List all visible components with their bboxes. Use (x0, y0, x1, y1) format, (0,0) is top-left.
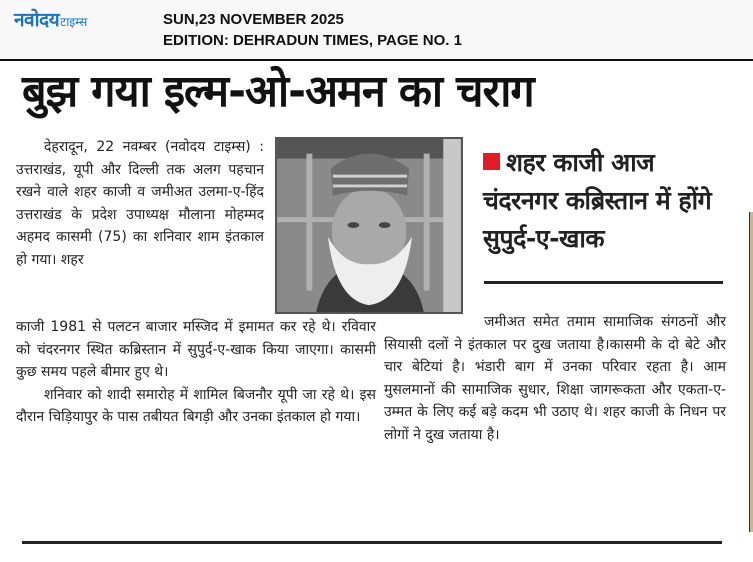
subheading-text: शहर काजी आज चंदरनगर कब्रिस्तान में होंगे सुपुर्द-ए-खाक (483, 148, 712, 253)
portrait-image (277, 139, 461, 312)
edition-info (163, 9, 462, 51)
red-square-bullet-icon (483, 153, 500, 170)
logo-main-text: नवोदय (14, 9, 60, 31)
article-subheading (483, 144, 733, 258)
article-body-right (384, 311, 726, 446)
adjacent-article-edge (749, 212, 753, 532)
article-body-intro: देहरादून, 22 नवम्बर (नवोदय टाइम्स) : उत्तराखंड, यूपी और दिल्ली तक अलग पहचान रखने वाले शहर काजी व जमीअत उलमा-ए-हिंद उत्तराखंड के प्रदेश उपाध्यक्ष मौलाना मोहम्मद अहमद कासमी (75) का शनिवार शाम इंतकाल हो गया। शहर (16, 139, 264, 268)
article-headline: बुझ गया इल्म-ओ-अमन का चराग (22, 66, 534, 117)
publication-date: SUN,23 NOVEMBER 2025 (163, 11, 344, 28)
next-article-cutoff (60, 553, 720, 562)
newspaper-logo[interactable] (14, 10, 87, 30)
paragraph: जमीअत समेत तमाम सामाजिक संगठनों और सियासी दलों ने इंतकाल पर दुख जताया है।कासमी के दो बेटे और चार बेटियां है। भंडारी बाग में उनका परिवार रहता है। आम मुसलमानों की सामाजिक सुधार, शिक्षा जागरूकता और एकता-ए-उम्मत के लिए कई बड़े कदम भी उठाए थे। शहर काजी के निधन पर लोगों ने दुख जताया है। (384, 314, 726, 443)
bottom-divider-line (22, 541, 722, 544)
page-header (0, 0, 753, 61)
logo-sub-text: टाइम्स (60, 15, 88, 29)
paragraph: काजी 1981 से पलटन बाजार मस्जिद में इमामत कर रहे थे। रविवार को चंदरनगर स्थित कब्रिस्तान में सुपुर्द-ए-खाक किया जाएगा। कासमी कुछ समय पहले बीमार हुए थे। (16, 319, 376, 380)
article-photo (275, 137, 463, 314)
article-body-left (16, 316, 376, 429)
paragraph: शनिवार को शादी समारोह में शामिल बिजनौर यूपी जा रहे थे। इस दौरान चिड़ियापुर के पास तबीयत बिगड़ी और उनका इंतकाल हो गया। (16, 386, 376, 425)
divider-line (484, 281, 723, 284)
edition-page: EDITION: DEHRADUN TIMES, PAGE NO. 1 (163, 32, 462, 49)
